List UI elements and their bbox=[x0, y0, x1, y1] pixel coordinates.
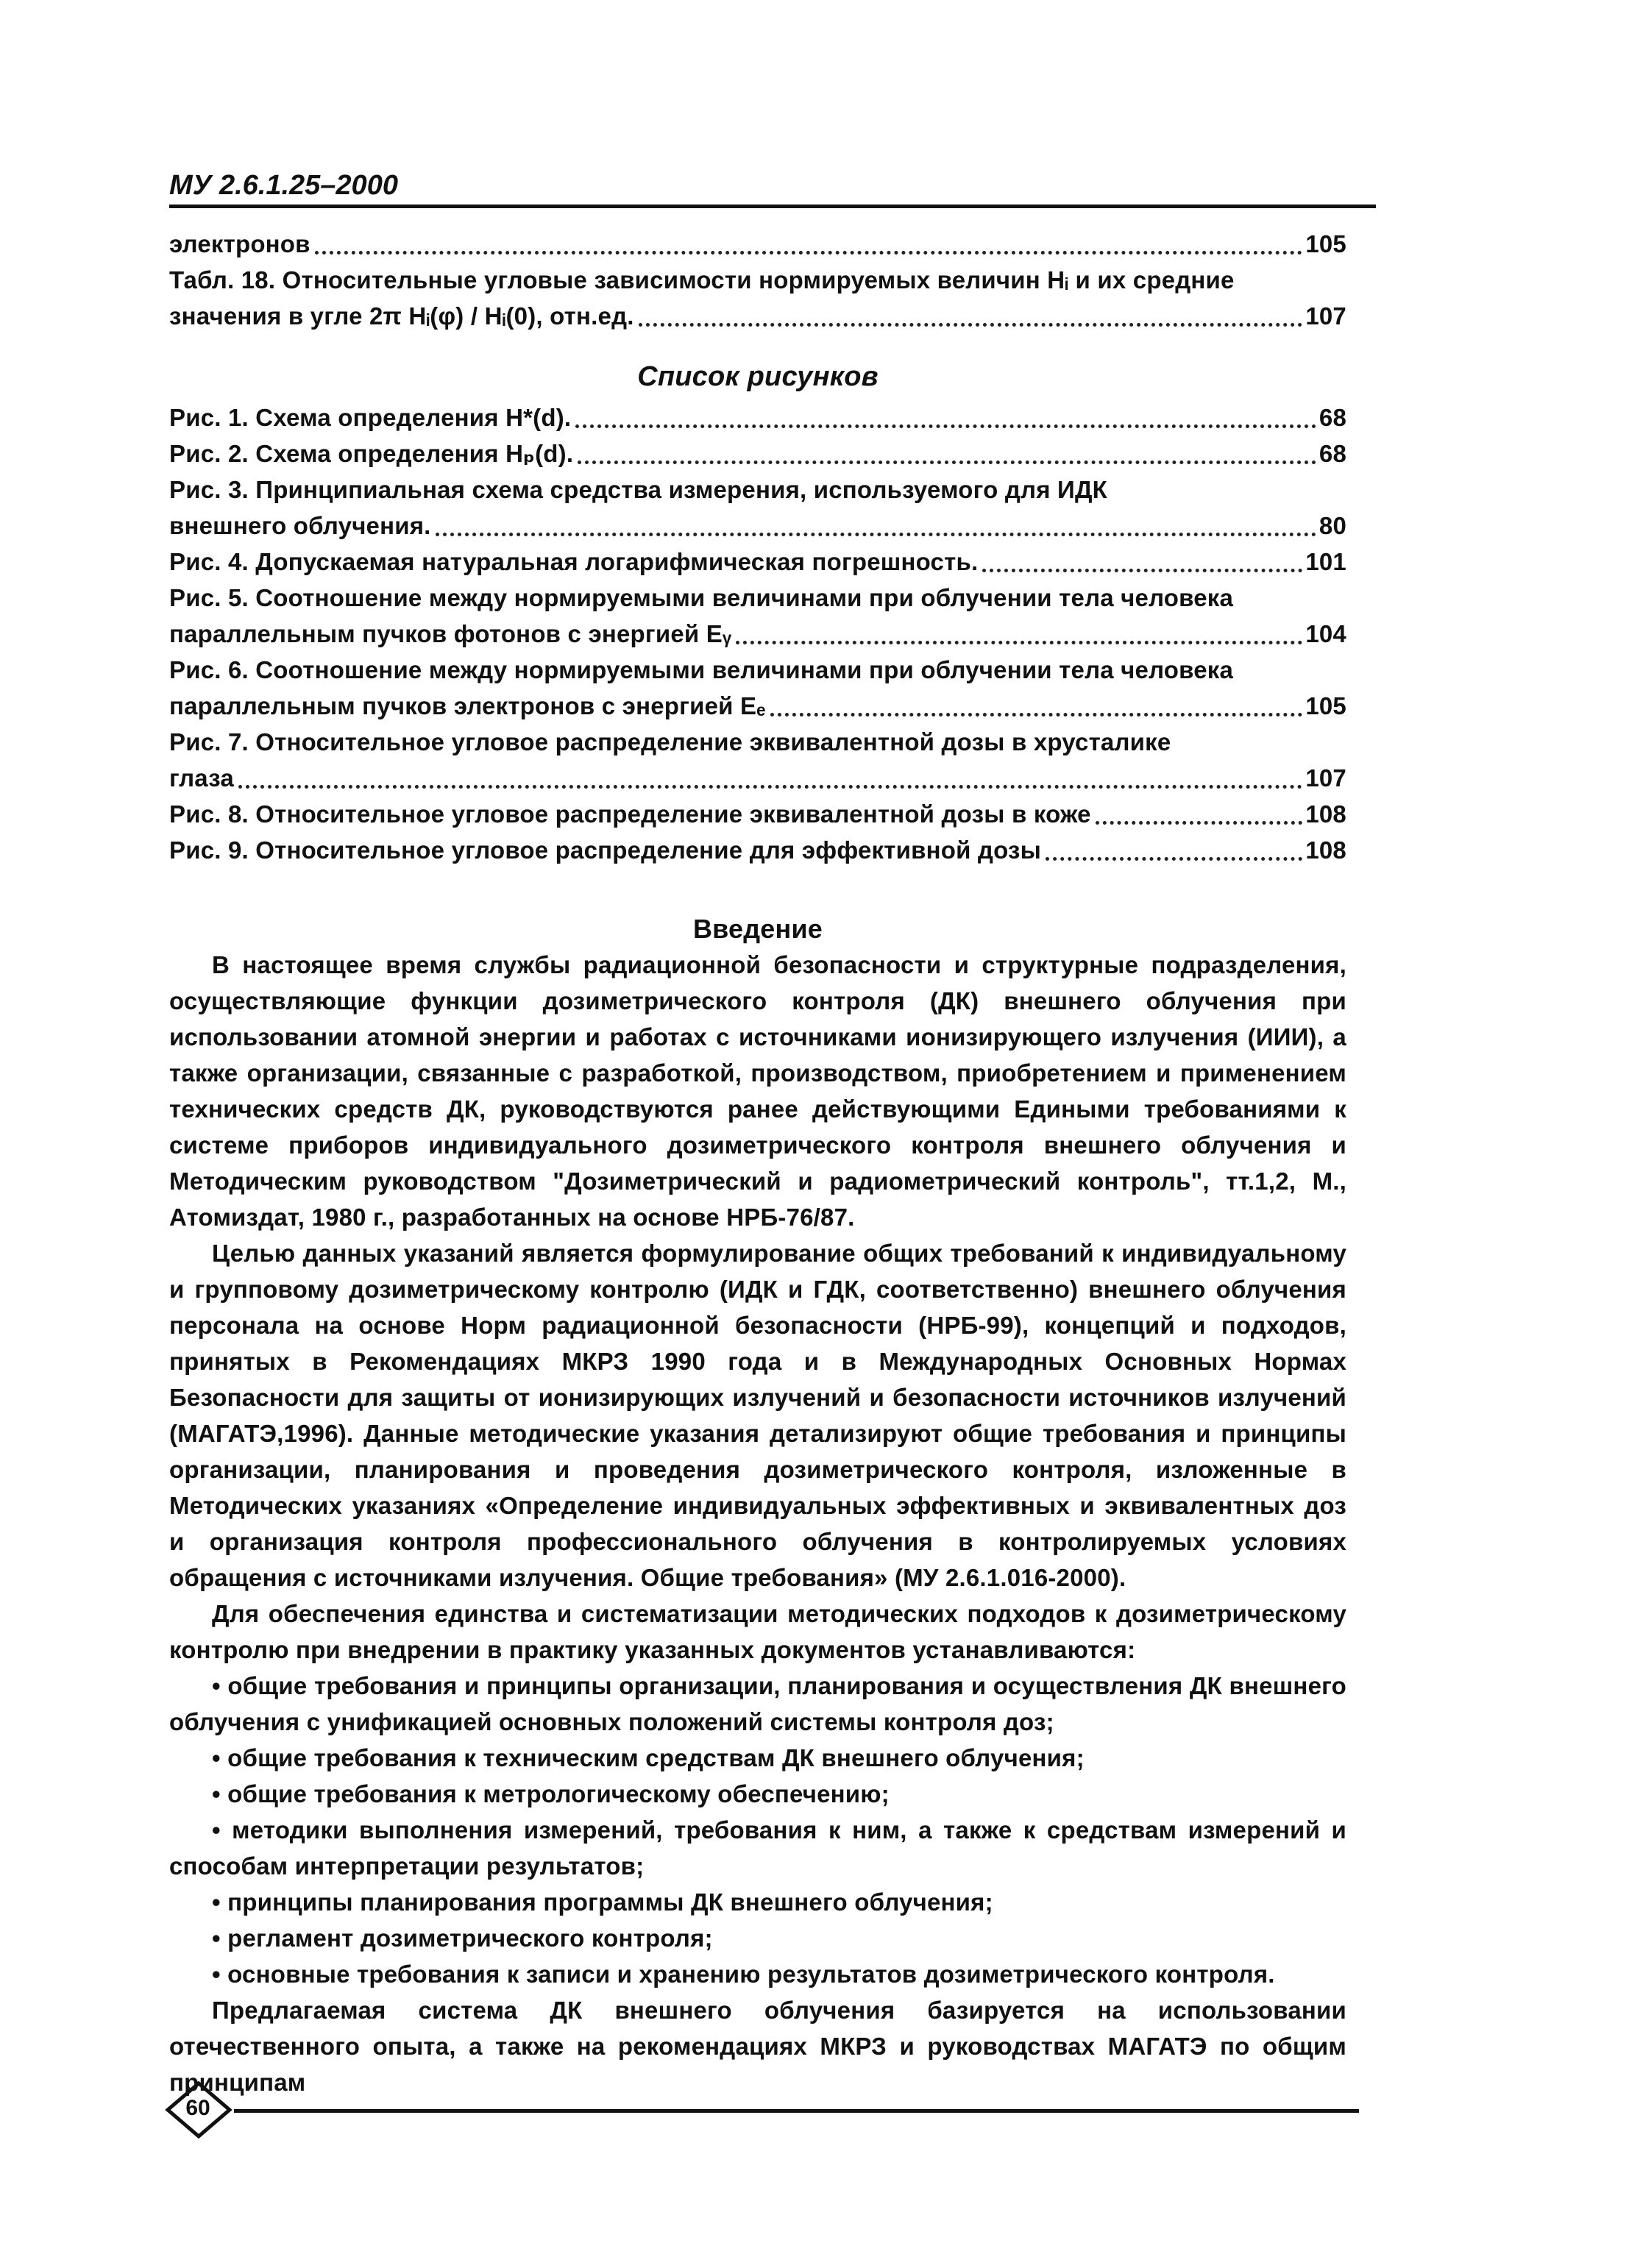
dot-leader bbox=[238, 784, 1302, 789]
figure-entry-page: 68 bbox=[1319, 404, 1346, 431]
dot-leader bbox=[982, 568, 1302, 572]
figure-entry bbox=[169, 580, 1346, 652]
dot-leader bbox=[315, 250, 1303, 255]
table-entry-page: 107 bbox=[1305, 302, 1346, 330]
figure-entry-text: внешнего облучения. bbox=[169, 512, 431, 539]
figure-entry-page: 80 bbox=[1319, 512, 1346, 539]
figures-list bbox=[169, 399, 1346, 868]
running-header bbox=[169, 169, 1376, 208]
page-content bbox=[169, 226, 1346, 2100]
figure-entry bbox=[169, 472, 1346, 544]
figure-entry-text: Рис. 1. Схема определения H*(d). bbox=[169, 404, 572, 431]
page-number: 60 bbox=[185, 2096, 210, 2120]
dot-leader bbox=[639, 322, 1303, 327]
figure-entry-page: 68 bbox=[1319, 440, 1346, 467]
dot-leader bbox=[770, 712, 1303, 717]
figure-entry-row bbox=[169, 436, 1346, 472]
figure-entry-page: 107 bbox=[1305, 764, 1346, 792]
introduction-title: Введение bbox=[692, 914, 823, 944]
figure-entry-row bbox=[169, 508, 1346, 544]
dot-leader bbox=[436, 532, 1316, 536]
intro-paragraph-3: Для обеспечения единства и систематизации методических подходов к дозиметрическому контролю при внедрении в практику указанных документов устанавливаются: bbox=[169, 1600, 1346, 1663]
page-footer bbox=[163, 2080, 1359, 2139]
intro-bullet-7: • основные требования к записи и хранению результатов дозиметрического контроля. bbox=[212, 1960, 1275, 1988]
figure-entry-row bbox=[169, 832, 1346, 868]
dot-leader bbox=[1046, 856, 1302, 861]
figure-entry-text: Рис. 5. Соотношение между нормируемыми величинами при облучении тела человека bbox=[169, 584, 1234, 611]
figure-entry bbox=[169, 399, 1346, 436]
table-entry bbox=[169, 226, 1346, 262]
document-code: МУ 2.6.1.25–2000 bbox=[169, 170, 398, 201]
intro-bullet-5: • принципы планирования программы ДК внешнего облучения; bbox=[212, 1888, 993, 1916]
dot-leader bbox=[1096, 820, 1303, 825]
intro-paragraph-2: Целью данных указаний является формулирование общих требований к индивидуальному и групповому дозиметрическому контролю (ИДК и ГДК, соответственно) внешнего облучения персонала на основе Норм радиационной безопасности (НРБ-99), концепций и подходов, принятых в Рекомендациях МКРЗ 1990 года и в Международных Основных Нормах Безопасности для защиты от ионизирующих излучений и безопасности источников излучений (МАГАТЭ,1996). Данные методические указания детализируют общие требования и принципы организации, планирования и проведения дозиметрического контроля, изложенные в Методических указаниях «Определение индивидуальных эффективных и эквивалентных доз и организация контроля профессионального облучения в контролируемых условиях обращения с источниками излучения. Общие требования» (МУ 2.6.1.016-2000). bbox=[169, 1240, 1346, 1591]
figure-entry-row bbox=[169, 688, 1346, 724]
figure-entry-text: глаза bbox=[169, 764, 234, 792]
figure-entry-text: Рис. 2. Схема определения Hₚ(d). bbox=[169, 440, 574, 467]
figure-entry-page: 105 bbox=[1305, 692, 1346, 719]
table-entry-row bbox=[169, 226, 1346, 262]
figure-entry bbox=[169, 436, 1346, 472]
figure-entry-text: Рис. 7. Относительное угловое распределение эквивалентной дозы в хрусталике bbox=[169, 728, 1171, 756]
figure-entry-page: 108 bbox=[1305, 800, 1346, 828]
figure-entry-page: 101 bbox=[1305, 548, 1346, 575]
table-list-continued bbox=[169, 226, 1346, 334]
figure-entry bbox=[169, 832, 1346, 868]
figure-entry bbox=[169, 544, 1346, 580]
figure-entry-row bbox=[169, 544, 1346, 580]
intro-bullet-1: • общие требования и принципы организации, планирования и осуществления ДК внешнего облучения с унификацией основных положений системы контроля доз; bbox=[169, 1672, 1346, 1735]
figure-entry-text: Рис. 4. Допускаемая натуральная логарифмическая погрешность. bbox=[169, 548, 979, 575]
intro-bullet-2: • общие требования к техническим средствам ДК внешнего облучения; bbox=[212, 1744, 1085, 1771]
figure-entry-row bbox=[169, 796, 1346, 832]
table-entry-text: электронов bbox=[169, 230, 310, 257]
intro-bullet-6: • регламент дозиметрического контроля; bbox=[212, 1924, 713, 1952]
figures-list-title: Список рисунков bbox=[637, 361, 879, 392]
table-entry bbox=[169, 262, 1346, 334]
footer-rule bbox=[234, 2109, 1359, 2113]
table-entry-text: Табл. 18. Относительные угловые зависимости нормируемых величин Hᵢ и их средние bbox=[169, 266, 1235, 294]
introduction-body bbox=[169, 947, 1346, 2100]
figure-entry-text: параллельным пучков электронов с энергией Eₑ bbox=[169, 692, 766, 719]
figure-entry-row bbox=[169, 760, 1346, 796]
dot-leader bbox=[578, 460, 1316, 464]
dot-leader bbox=[736, 640, 1302, 644]
table-entry-text: значения в угле 2π Hᵢ(φ) / Hᵢ(0), отн.ед. bbox=[169, 302, 634, 330]
figure-entry-text: Рис. 9. Относительное угловое распределение для эффективной дозы bbox=[169, 836, 1041, 864]
figure-entry-row bbox=[169, 399, 1346, 436]
figure-entry-text: Рис. 3. Принципиальная схема средства измерения, используемого для ИДК bbox=[169, 476, 1108, 503]
figure-entry-text: Рис. 8. Относительное угловое распределение эквивалентной дозы в коже bbox=[169, 800, 1091, 828]
intro-bullet-3: • общие требования к метрологическому обеспечению; bbox=[212, 1780, 890, 1807]
intro-bullet-4: • методики выполнения измерений, требования к ним, а также к средствам измерений и способам интерпретации результатов; bbox=[169, 1816, 1346, 1880]
figure-entry-page: 104 bbox=[1305, 620, 1346, 647]
figure-entry-row bbox=[169, 616, 1346, 652]
figure-entry-text: Рис. 6. Соотношение между нормируемыми величинами при облучении тела человека bbox=[169, 656, 1234, 683]
document-page bbox=[169, 169, 1346, 2100]
figure-entry-text: параллельным пучков фотонов с энергией Eᵧ bbox=[169, 620, 732, 647]
figure-entry-page: 108 bbox=[1305, 836, 1346, 864]
table-entry-page: 105 bbox=[1305, 230, 1346, 257]
figure-entry bbox=[169, 796, 1346, 832]
intro-closing-paragraph: Предлагаемая система ДК внешнего облучения базируется на использовании отечественного опыта, а также на рекомендациях МКРЗ и руководствах МАГАТЭ по общим принципам bbox=[169, 1997, 1346, 2096]
figure-entry bbox=[169, 652, 1346, 724]
table-entry-row bbox=[169, 298, 1346, 334]
figure-entry bbox=[169, 724, 1346, 796]
intro-paragraph-1: В настоящее время службы радиационной безопасности и структурные подразделения, осуществляющие функции дозиметрического контроля (ДК) внешнего облучения при использовании атомной энергии и работах с источниками ионизирующего излучения (ИИИ), а также организации, связанные с разработкой, производством, приобретением и применением технических средств ДК, руководствуются ранее действующими Едиными требованиями к системе приборов индивидуального дозиметрического контроля внешнего облучения и Методическим руководством "Дозиметрический и радиометрический контроль", тт.1,2, М., Атомиздат, 1980 г., разработанных на основе НРБ-76/87. bbox=[169, 951, 1346, 1231]
dot-leader bbox=[575, 424, 1316, 428]
